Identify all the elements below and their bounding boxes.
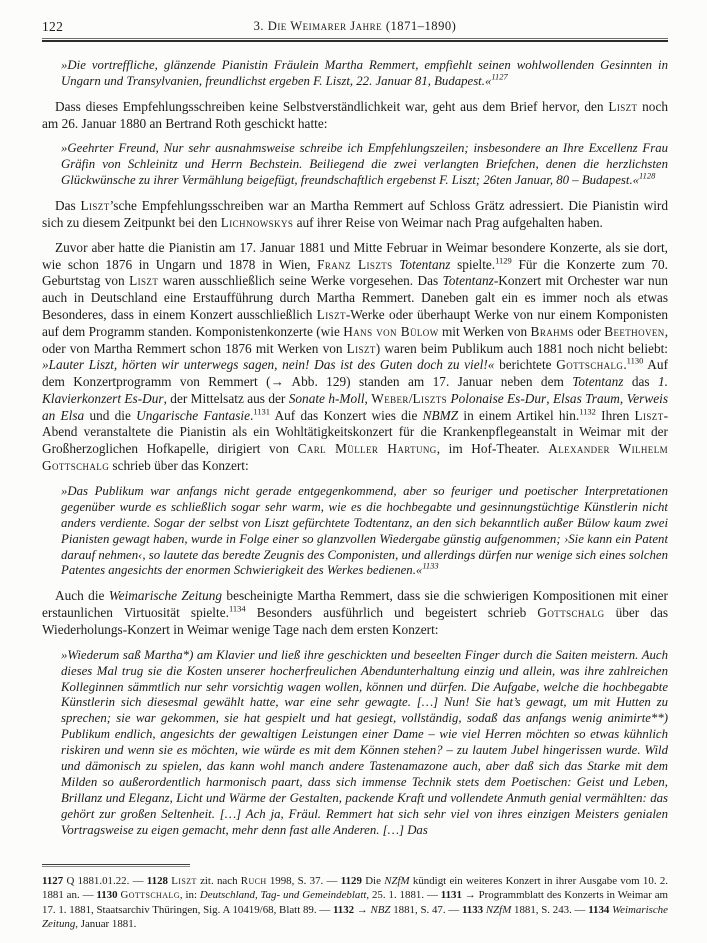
paragraph-schloss-graetz: Das Liszt’sche Empfehlungsschreiben war an Martha Remmert auf Schloss Grätz adressiert. Die Pianistin wird sich zu diesem Zeitpunkt bei den Lichnowskys auf ihrer Reise von Weimar nach Prag aufgehalten haben. — [42, 198, 668, 230]
block-quote-gottschalg-review: »Das Publikum war anfangs nicht gerade entgegenkommend, aber so feuriger und poetischer Interpretationen gegenüber wurde es schließlich sogar sehr warm, wie es die hochbegabte und gesinnungstüchtige Künstlerin nicht anders verdiente. Sogar der selbst von Liszt gefürchtete Todtentanz, an den sich bekanntlich außer Bülow kaum zwei Pianisten gewagt haben, wurde in Folge einer so glanzvollen Wiedergabe günstig aufgenommen; ›Sie kann ein Patent darauf nehmen‹, so lautete das beredte Zeugnis des Componisten, und allerdings dürfen nur wenige sich eines solchen Patentes angesichts der enormen Schwierigkeit des Werkes bedienen.«$^{1133}$ — [61, 483, 668, 578]
block-quote-liszt-recommendation: »Die vortreffliche, glänzende Pianistin Fräulein Martha Remmert, empfiehlt seinen wohlwollenden Gesinnten in Ungarn und Transylvanien, freundlichst ergeben F. Liszt, 22. Januar 81, Budapest.«$^{1127}$ — [61, 58, 668, 88]
page-body — [42, 55, 668, 861]
header-rule — [42, 38, 668, 42]
footnote-rule — [42, 864, 190, 867]
chapter-title: 3. Die Weimarer Jahre (1871–1890) — [253, 19, 457, 33]
block-quote-wiederholungs-konzert: »Wiederum saß Martha*) am Klavier und ließ ihre geschickten und beseelten Finger durch die Saiten meistern. Auch dieses Mal trug sie die Kosten unserer hocherfreulichen Abendunterhaltung einzig und allein, was ihre zahlreichen Kolleginnen sämmtlich nur sehr vorsichtig wagen wollen, können und dürfen. Die Aufgabe, welche die hochbegabte Künstlerin sich diesesmal gewählt hatte, war eine sehr gewagte. […] Nun! Sie hat’s gewagt, um mit Hutten zu sprechen; sie war gekommen, sie hat gespielt und hat gesiegt, vollständig, sodaß das anfangs wenig animirte**) Publikum endlich, angesichts der gewaltigen Leistungen einer Dame – wie viel Herren möchten so etwas kühnlich riskiren und wenn sie es möchten, wie würde es mit dem Können stehen? – zu lautem Jubel hingerissen wurde. Wild und dämonisch zu spielen, das kann wohl manch andere Tastenamazone auch, aber daß sich das Starke mit dem Milden so außerordentlich harmonisch paart, dass sich immense Technik stets dem Poetischen: Geist und Leben, Brillanz und Eleganz, Licht und Wärme der Gestalten, packende Kraft und vollendete Anmuth genial vermählten: das gehört zur großen Seltenheit. […] Ach ja, Fräul. Remmert hat sich sehr viel von ihres einzigen Meisters genialen Vortragsweise zu eigen gemacht, mehr denn fast alle Anderen. […] Das — [61, 647, 668, 837]
paragraph-empfehlungsschreiben: Dass dieses Empfehlungsschreiben keine Selbstverständlichkeit war, geht aus dem Brief hervor, den Liszt noch am 26. Januar 1880 an Bertrand Roth geschickt hatte: — [42, 98, 668, 131]
running-head — [42, 18, 668, 34]
footnote-section — [42, 864, 668, 931]
paragraph-weimar-konzerte: Zuvor aber hatte die Pianistin am 17. Januar 1881 und Mitte Februar in Weimar besondere Konzerte, als sie dort, wie schon 1876 in Ungarn und 1878 in Wien, Franz Liszts Totentanz spielte.$^{1129}$ Für die Konzerte zum 70. Geburtstag von Liszt waren ausschließlich seine Werke vorgesehen. Das Totentanz-Konzert mit Orchester war nun auch in Deutschland eine Erstaufführung durch Martha Remmert. Daneben galt ein es immer noch als etwas Besonderes, dass in einem Konzert ausschließlich Liszt-Werke oder überhaupt Werke von nur einem Komponisten auf dem Programm standen. Komponistenkonzerte (wie Hans von Bülow mit Werken von Brahms oder Beethoven, oder von Martha Remmert schon 1876 mit Werken von Liszt) waren beim Publikum auch 1881 noch nicht beliebt: »Lauter Liszt, hörten wir unterwegs sagen, nein! Das ist des Guten doch zu viel!« berichtete Gottschalg.$^{1130}$ Auf dem Konzertprogramm von Remmert (→ Abb. 129) standen am 17. Januar neben dem Totentanz das 1. Klavierkonzert Es-Dur, der Mittelsatz aus der Sonate h-Moll, Weber/Liszts Polonaise Es-Dur, Elsas Traum, Verweis an Elsa und die Ungarische Fantasie.$^{1131}$ Auf das Konzert wies die NBMZ in einem Artikel hin.$^{1132}$ Ihren Liszt-Abend veranstaltete die Pianistin als ein Wohltätigkeitskonzert für die Krankenpflegeanstalt in Weimar mit der Großherzoglichen Hofkapelle, dirigiert von Carl Müller Hartung, im Hof-Theater. Alexander Wilhelm Gottschalg schrieb über das Konzert: — [42, 239, 668, 474]
block-quote-liszt-letter-roth: »Geehrter Freund, Nur sehr ausnahmsweise schreibe ich Empfehlungszeilen; insbesondere an Ihre Excellenz Frau Gräfin von Schleinitz und Herrn Bechstein. Beiliegend die zwei verlangten Briefchen, denen die herzlichsten Glückwünsche zu ihrer Vermählung beigefügt, freundschaftlich ergebenst F. Liszt; 26ten Januar, 80 – Budapest.«$^{1128}$ — [61, 141, 668, 188]
footnote-text: 1127 Q 1881.01.22. — 1128 Liszt zit. nach Ruch 1998, S. 37. — 1129 Die NZfM kündigt ein weiteres Konzert in ihrer Ausgabe vom 10. 2. 1881 an. — 1130 Gottschalg, in: Deutschland, Tag- und Gemeindeblatt, 25. 1. 1881. — 1131 → Programmblatt des Konzerts in Weimar am 17. 1. 1881, Staatsarchiv Thüringen, Sig. A 10419/68, Blatt 89. — 1132 → NBZ 1881, S. 47. — 1133 NZfM 1881, S. 243. — 1134 Weimarische Zeitung, Januar 1881. — [42, 875, 669, 930]
paragraph-weimarische-zeitung: Auch die Weimarische Zeitung bescheinigte Martha Remmert, dass sie die schwierigen Kompositionen mit einer erstaunlichen Virtuosität spielte.$^{1134}$ Besonders ausführlich und begeistert schrieb Gottschalg über das Wiederholungs-Konzert in Weimar wenige Tage nach dem ersten Konzert: — [42, 588, 668, 637]
page-number: 122 — [42, 19, 64, 34]
